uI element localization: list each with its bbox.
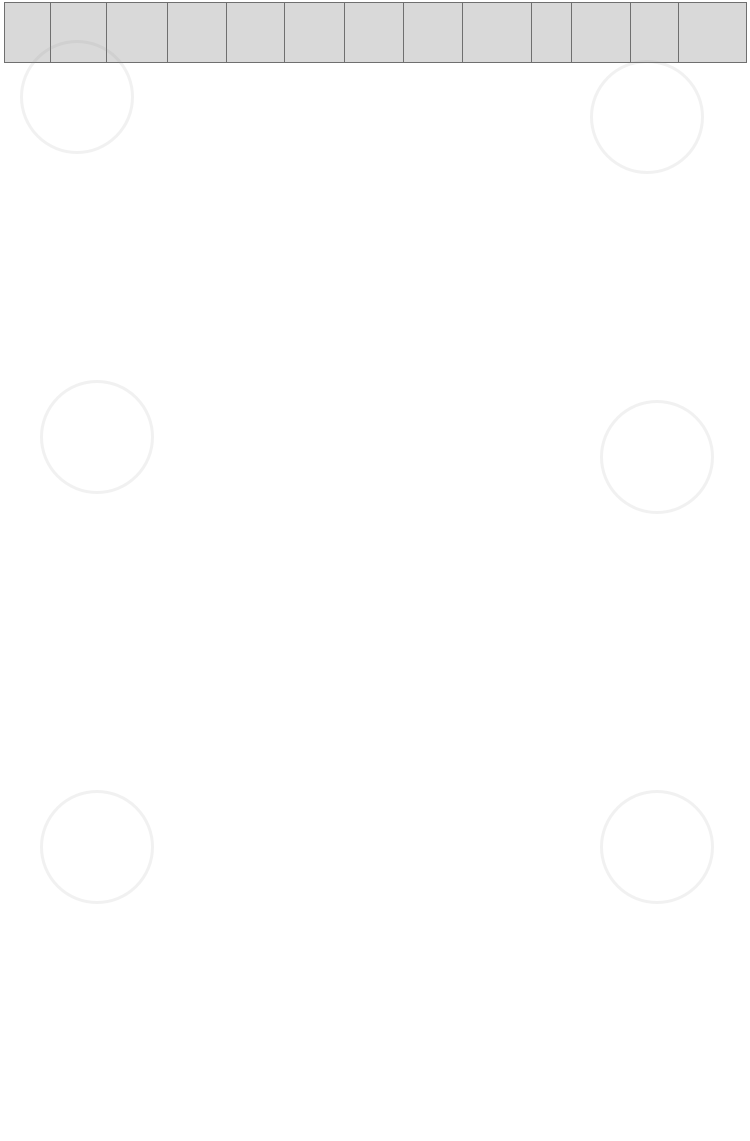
watermark-logo xyxy=(590,60,704,174)
header-internal-efficiency xyxy=(285,3,345,63)
header-motor-power xyxy=(532,3,572,63)
header-impeller-diameter xyxy=(51,3,107,63)
header-speed xyxy=(572,3,631,63)
header-required-power xyxy=(404,3,463,63)
header-air-volume xyxy=(107,3,168,63)
header-noise xyxy=(631,3,679,63)
header-weight xyxy=(679,3,747,63)
header-total-pressure xyxy=(168,3,227,63)
fan-performance-sheet xyxy=(4,0,746,63)
header-machine-no xyxy=(5,3,51,63)
watermark-logo xyxy=(600,400,714,514)
header-internal-power xyxy=(345,3,404,63)
performance-table xyxy=(4,0,747,63)
watermark-logo xyxy=(40,790,154,904)
header-static-pressure xyxy=(227,3,285,63)
watermark-logo xyxy=(40,380,154,494)
table-header xyxy=(5,3,747,63)
watermark-logo xyxy=(600,790,714,904)
header-row xyxy=(5,3,747,63)
header-motor-model xyxy=(463,3,532,63)
